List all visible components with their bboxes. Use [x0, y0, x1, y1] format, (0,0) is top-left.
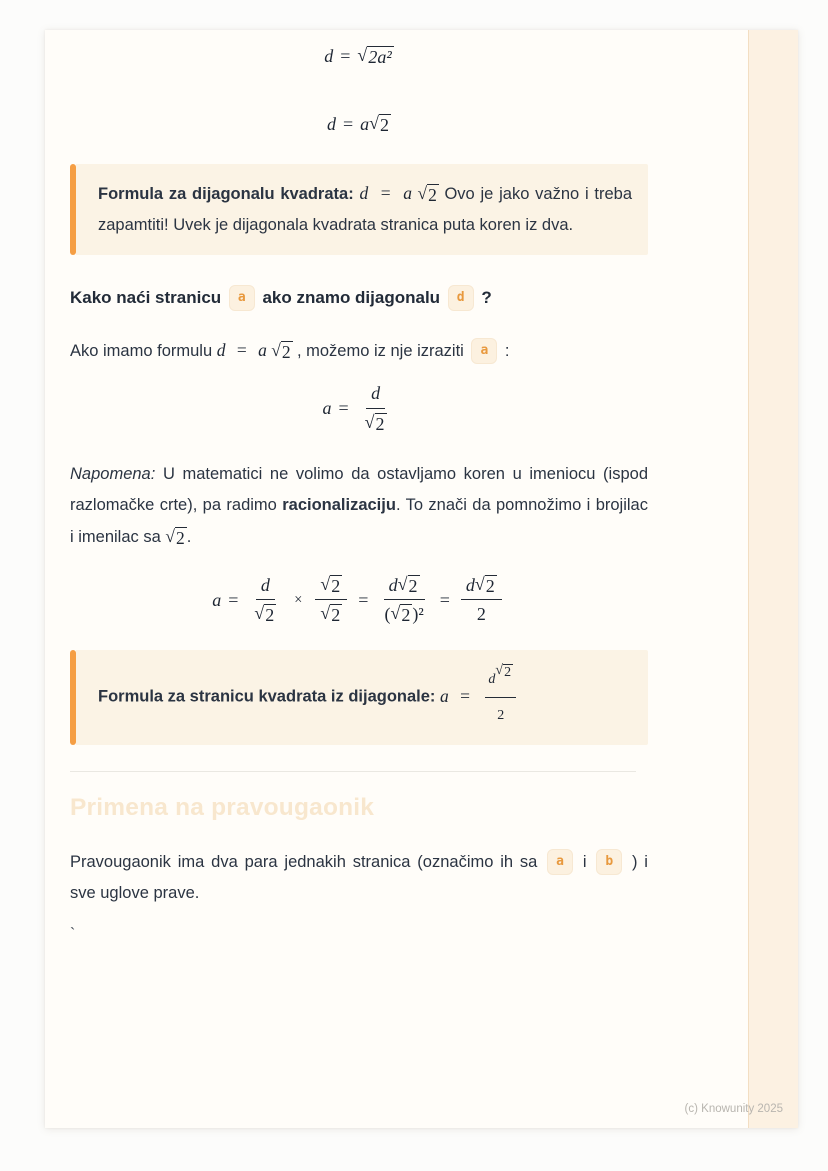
copyright-footer: (c) Knowunity 2025: [684, 1103, 783, 1115]
radicand: 2: [375, 413, 385, 434]
paragraph-text: , možemo iz nje izraziti: [296, 342, 464, 361]
radicand: 2: [176, 527, 185, 548]
callout-body: [76, 164, 648, 255]
fraction-numerator: [485, 664, 516, 698]
math-operator: =: [338, 398, 349, 419]
radical-sign: √: [165, 525, 175, 546]
square-root: [390, 604, 412, 626]
fraction: [249, 575, 281, 626]
paragraph-napomena: [70, 459, 648, 553]
radical-sign: √: [320, 573, 331, 594]
formula-d-sqrt-2a2: [70, 46, 648, 68]
formula-rationalization: [70, 575, 648, 626]
radicand: 2: [401, 605, 411, 626]
square-root: [369, 114, 391, 136]
fraction: [379, 575, 428, 626]
multiply-operator: ×: [294, 591, 303, 608]
math-operator: =: [342, 113, 354, 134]
square-root: [365, 413, 387, 435]
math-token: 2: [476, 604, 486, 625]
radical-sign: √: [271, 340, 281, 361]
math-token: d: [324, 46, 334, 67]
math-token: a: [360, 113, 370, 134]
math-token: a: [258, 340, 267, 361]
fraction-denominator: [315, 600, 347, 626]
math-token: d: [326, 113, 336, 134]
square-root: [357, 46, 393, 68]
paragraph-text: Pravougaonik ima dva para jednakih stranica (označimo ih sa: [70, 853, 538, 872]
radical-sign: √: [474, 573, 485, 594]
square-root: [320, 604, 342, 626]
math-token: d: [260, 574, 270, 595]
math-operator: =: [236, 340, 247, 361]
radical-sign: √: [357, 45, 368, 65]
math-token: (: [384, 604, 391, 625]
math-operator: =: [340, 46, 351, 67]
radical-sign: √: [417, 183, 428, 204]
inline-math: [359, 183, 444, 206]
radicand: 2: [331, 605, 341, 626]
math-token: d: [371, 383, 381, 404]
bold-text: racionalizaciju: [282, 495, 396, 514]
inline-math: [165, 526, 186, 546]
math-token: d: [465, 574, 475, 595]
paragraph-ako-imamo: [70, 335, 648, 367]
callout-text: Ovo je jako važno i treba zapamtiti! Uvek je dijagonala kvadrata stranica puta koren iz dva.: [98, 185, 632, 235]
math-token: d: [359, 183, 369, 204]
radicand: 2: [408, 575, 418, 596]
paragraph-text: U matematici ne volimo da ostavljamo koren u imeniocu (ispod razlomačke crte), pa radimo: [70, 464, 648, 514]
fraction: [485, 664, 516, 731]
inline-code-chip-a: a: [471, 338, 497, 364]
section-heading-primena: Primena na pravougaonik: [70, 794, 375, 822]
fraction-numerator: [461, 575, 502, 601]
fraction-denominator: [379, 600, 428, 626]
paragraph-text: ) i sve uglove prave.: [70, 853, 648, 903]
math-token: a: [440, 685, 449, 706]
fraction-numerator: [256, 575, 275, 601]
stray-backtick: `: [70, 926, 76, 944]
math-operator: =: [460, 685, 471, 706]
math-token: d: [488, 672, 496, 688]
document-page: [45, 30, 798, 1128]
formula-a-d-over-sqrt2: [70, 383, 648, 434]
fraction-denominator: [249, 600, 281, 626]
fraction-numerator: [384, 575, 425, 601]
radical-sign: √: [364, 411, 375, 432]
radicand: 2: [504, 665, 512, 681]
inline-math: [216, 340, 297, 363]
radical-sign: √: [397, 573, 408, 594]
math-operator: =: [439, 589, 450, 610]
math-token: d: [216, 340, 226, 361]
heading-text: Kako naći stranicu: [70, 288, 222, 308]
radical-sign: √: [390, 603, 401, 624]
inline-code-chip-d: d: [448, 285, 474, 311]
fraction-denominator: [360, 409, 392, 435]
fraction: [461, 575, 502, 626]
math-token: a: [322, 398, 332, 419]
math-token: a: [212, 589, 222, 610]
radicand: 2: [331, 575, 341, 596]
fraction: [360, 383, 392, 434]
square-root: [418, 184, 439, 205]
callout-diagonal-formula: [70, 164, 648, 255]
math-token: a: [403, 183, 412, 204]
math-token: )²: [412, 604, 424, 625]
radical-sign: √: [320, 603, 331, 624]
math-operator: =: [228, 589, 239, 610]
square-root: [475, 575, 497, 597]
math-token: d: [388, 574, 398, 595]
paragraph-text: :: [504, 342, 510, 361]
fraction: [315, 575, 347, 626]
square-root: [398, 575, 420, 597]
napomena-label: Napomena:: [70, 464, 156, 483]
callout-body: [76, 650, 648, 745]
radical-sign: √: [369, 112, 380, 133]
inline-code-chip-a: a: [229, 285, 255, 311]
inline-code-chip-b: b: [596, 849, 622, 875]
fraction-numerator: [366, 383, 385, 409]
radical-sign: √: [495, 663, 504, 679]
paragraph-text: . To znači da pomnožimo i brojilac i imenilac sa: [70, 495, 648, 546]
radicand: 2: [281, 342, 291, 363]
callout-label: Formula za dijagonalu kvadrata:: [98, 185, 354, 204]
callout-label: Formula za stranicu kvadrata iz dijagonale:: [98, 687, 436, 706]
heading-text: ako znamo dijagonalu: [262, 288, 441, 308]
radical-sign: √: [254, 603, 265, 624]
radicand: 2: [485, 575, 495, 596]
math-operator: =: [358, 589, 369, 610]
formula-d-a-sqrt2: [70, 114, 648, 136]
fraction-denominator: [472, 600, 491, 626]
math-operator: =: [380, 183, 391, 204]
radicand: 2a²: [368, 47, 392, 67]
section-divider: [70, 771, 636, 772]
inline-code-chip-a: a: [547, 849, 573, 875]
square-root: [495, 664, 513, 681]
radicand: 2: [380, 114, 390, 135]
paragraph-text: .: [186, 527, 192, 546]
callout-side-formula: [70, 650, 648, 745]
square-root: [165, 527, 186, 548]
decorative-right-strip: [748, 30, 798, 1128]
paragraph-text: i: [582, 853, 587, 872]
radicand: 2: [428, 185, 437, 206]
section-heading-kako-naci: [70, 282, 648, 313]
radicand: 2: [265, 605, 275, 626]
square-root: [320, 575, 342, 597]
fraction-numerator: [315, 575, 347, 601]
square-root: [271, 341, 292, 362]
paragraph-text: Ako imamo formulu: [70, 342, 213, 361]
page-content: [70, 30, 648, 950]
heading-text: ?: [481, 288, 492, 308]
paragraph-pravougaonik: [70, 847, 648, 909]
inline-math: [440, 663, 520, 724]
square-root: [254, 604, 276, 626]
fraction-denominator: [494, 698, 507, 731]
math-token: 2: [497, 708, 505, 724]
